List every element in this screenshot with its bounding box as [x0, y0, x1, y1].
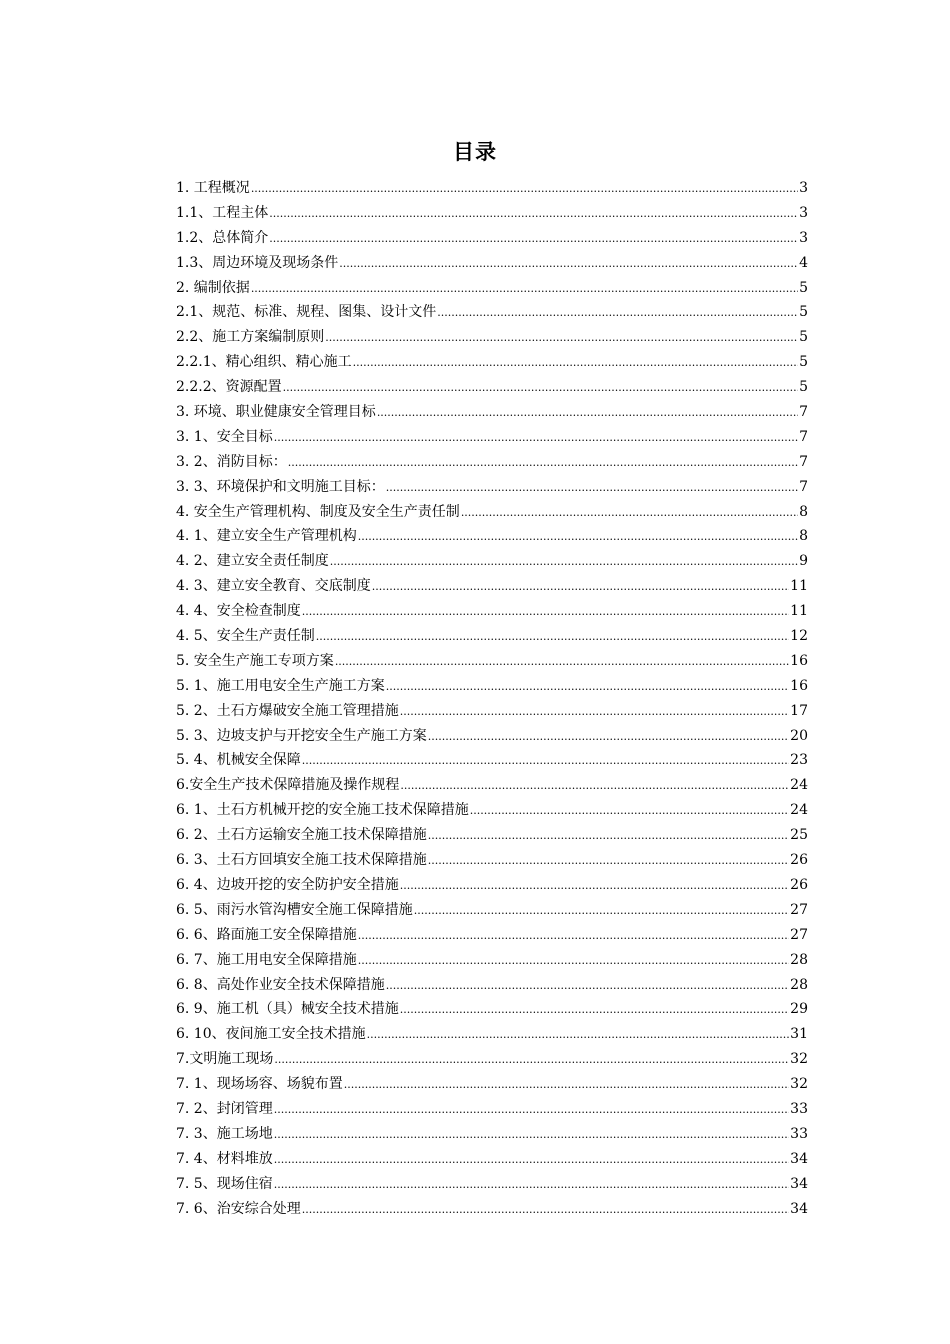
toc-leader-dots: [400, 774, 789, 798]
toc-entry-page-number: 17: [790, 702, 808, 719]
toc-entry[interactable]: [176, 251, 808, 276]
toc-entry-label: 6.安全生产技术保障措施及操作规程: [176, 777, 400, 794]
toc-entry[interactable]: [176, 748, 808, 773]
toc-entry-page-number: 9: [799, 553, 808, 570]
toc-leader-dots: [400, 998, 789, 1022]
toc-leader-dots: [302, 749, 789, 773]
toc-entry-page-number: 3: [799, 204, 808, 221]
toc-leader-dots: [400, 700, 789, 724]
toc-entry-label: 3. 2、消防目标：: [176, 453, 287, 470]
toc-entry[interactable]: [176, 823, 808, 848]
toc-entry[interactable]: [176, 450, 808, 475]
toc-entry-label: 6. 1、土石方机械开挖的安全施工技术保障措施: [176, 802, 469, 819]
toc-leader-dots: [274, 426, 798, 450]
toc-entry-label: 2.2.1、精心组织、精心施工: [176, 354, 352, 371]
toc-entry-label: 4. 4、安全检查制度: [176, 603, 301, 620]
toc-entry-page-number: 11: [790, 603, 808, 620]
toc-entry-page-number: 5: [799, 354, 808, 371]
toc-entry-label: 2.1、规范、标准、规程、图集、设计文件: [176, 304, 437, 321]
toc-leader-dots: [251, 177, 798, 201]
toc-entry[interactable]: [176, 549, 808, 574]
toc-leader-dots: [288, 451, 798, 475]
toc-entry[interactable]: [176, 1072, 808, 1097]
toc-leader-dots: [358, 525, 798, 549]
toc-title: 目录: [453, 140, 497, 164]
toc-leader-dots: [470, 799, 789, 823]
toc-leader-dots: [367, 1023, 790, 1047]
toc-entry[interactable]: [176, 1047, 808, 1072]
toc-entry-page-number: 7: [799, 478, 808, 495]
toc-entry[interactable]: [176, 475, 808, 500]
toc-entry[interactable]: [176, 848, 808, 873]
toc-leader-dots: [386, 974, 789, 998]
toc-entry[interactable]: [176, 375, 808, 400]
toc-entry-page-number: 27: [790, 926, 808, 943]
toc-entry-label: 2. 编制依据: [176, 279, 250, 296]
toc-entry-page-number: 5: [799, 279, 808, 296]
toc-entry-page-number: 24: [790, 777, 808, 794]
toc-entry-page-number: 34: [790, 1175, 808, 1192]
toc-entry-page-number: 23: [790, 752, 808, 769]
toc-entry-label: 4. 2、建立安全责任制度: [176, 553, 329, 570]
toc-entry-label: 2.2、施工方案编制原则: [176, 329, 325, 346]
toc-entry-label: 7. 3、施工场地: [176, 1125, 273, 1142]
toc-leader-dots: [428, 824, 789, 848]
toc-entry-label: 4. 安全生产管理机构、制度及安全生产责任制: [176, 503, 460, 520]
toc-entry-page-number: 16: [790, 677, 808, 694]
toc-entry[interactable]: [176, 699, 808, 724]
toc-entry[interactable]: [176, 973, 808, 998]
toc-entry-page-number: 33: [790, 1100, 808, 1117]
toc-entry-label: 1.2、总体简介: [176, 229, 269, 246]
toc-entry-label: 6. 7、施工用电安全保障措施: [176, 951, 357, 968]
toc-leader-dots: [437, 301, 798, 325]
toc-entry-label: 7.文明施工现场: [176, 1051, 274, 1068]
toc-entry[interactable]: [176, 898, 808, 923]
toc-entry[interactable]: [176, 325, 808, 350]
toc-entry[interactable]: [176, 923, 808, 948]
toc-entry-label: 6. 4、边坡开挖的安全防护安全措施: [176, 876, 399, 893]
toc-entry-page-number: 8: [799, 528, 808, 545]
toc-leader-dots: [274, 1098, 789, 1122]
toc-entry-page-number: 26: [790, 852, 808, 869]
toc-entry-page-number: 3: [799, 229, 808, 246]
toc-entry-page-number: 31: [790, 1026, 808, 1043]
toc-leader-dots: [428, 725, 789, 749]
toc-entry-label: 1.3、周边环境及现场条件: [176, 254, 339, 271]
toc-entry[interactable]: [176, 201, 808, 226]
toc-entry-page-number: 28: [790, 976, 808, 993]
toc-entry[interactable]: [176, 599, 808, 624]
toc-entry-label: 6. 3、土石方回填安全施工技术保障措施: [176, 852, 427, 869]
toc-entry-page-number: 4: [799, 254, 808, 271]
toc-leader-dots: [274, 1173, 789, 1197]
toc-entry-page-number: 32: [790, 1051, 808, 1068]
toc-entry[interactable]: [176, 1097, 808, 1122]
toc-entry-page-number: 34: [790, 1200, 808, 1217]
toc-entry[interactable]: [176, 873, 808, 898]
toc-entry[interactable]: [176, 226, 808, 251]
toc-leader-dots: [274, 1123, 789, 1147]
toc-entry[interactable]: [176, 574, 808, 599]
toc-entry-label: 7. 1、现场场容、场貌布置: [176, 1076, 343, 1093]
toc-leader-dots: [372, 575, 789, 599]
toc-entry-label: 3. 3、环境保护和文明施工目标：: [176, 478, 385, 495]
toc-leader-dots: [330, 550, 798, 574]
toc-leader-dots: [358, 924, 789, 948]
toc-entry-page-number: 12: [790, 628, 808, 645]
toc-leader-dots: [269, 227, 798, 251]
toc-entry-page-number: 33: [790, 1125, 808, 1142]
toc-entry-label: 7. 5、现场住宿: [176, 1175, 273, 1192]
toc-entry[interactable]: [176, 1147, 808, 1172]
toc-entry-page-number: 29: [790, 1001, 808, 1018]
toc-entry-page-number: 5: [799, 304, 808, 321]
toc-entry[interactable]: [176, 1022, 808, 1047]
toc-entry[interactable]: [176, 649, 808, 674]
toc-entry-page-number: 32: [790, 1076, 808, 1093]
toc-entry-label: 6. 8、高处作业安全技术保障措施: [176, 976, 385, 993]
toc-entry-page-number: 5: [799, 329, 808, 346]
toc-entry-label: 4. 5、安全生产责任制: [176, 628, 315, 645]
toc-entry-label: 2.2.2、资源配置: [176, 379, 282, 396]
toc-entry-page-number: 25: [790, 827, 808, 844]
toc-leader-dots: [414, 899, 789, 923]
toc-entry[interactable]: [176, 425, 808, 450]
toc-entry[interactable]: [176, 350, 808, 375]
toc-leader-dots: [358, 949, 789, 973]
toc-entry-label: 6. 10、夜间施工安全技术措施: [176, 1026, 366, 1043]
toc-entry-label: 1.1、工程主体: [176, 204, 269, 221]
toc-leader-dots: [400, 874, 789, 898]
toc-entry[interactable]: [176, 276, 808, 301]
toc-entry-label: 6. 2、土石方运输安全施工技术保障措施: [176, 827, 427, 844]
toc-leader-dots: [344, 1073, 789, 1097]
toc-entry[interactable]: [176, 674, 808, 699]
toc-leader-dots: [335, 650, 789, 674]
toc-entry[interactable]: [176, 500, 808, 525]
toc-entry-page-number: 34: [790, 1150, 808, 1167]
toc-entry-page-number: 16: [790, 652, 808, 669]
toc-entry-label: 6. 6、路面施工安全保障措施: [176, 926, 357, 943]
toc-entry-page-number: 26: [790, 876, 808, 893]
toc-leader-dots: [316, 625, 789, 649]
toc-entry-page-number: 7: [799, 453, 808, 470]
toc-entry[interactable]: [176, 400, 808, 425]
toc-entry[interactable]: [176, 997, 808, 1022]
toc-entry-page-number: 7: [799, 404, 808, 421]
toc-entry-page-number: 28: [790, 951, 808, 968]
toc-entry[interactable]: [176, 1172, 808, 1197]
toc-entry-label: 3. 环境、职业健康安全管理目标: [176, 404, 376, 421]
toc-entry[interactable]: [176, 1122, 808, 1147]
toc-entry[interactable]: [176, 1197, 808, 1222]
toc-leader-dots: [274, 1148, 789, 1172]
toc-entry[interactable]: [176, 798, 808, 823]
toc-entry-page-number: 27: [790, 901, 808, 918]
toc-entry-page-number: 24: [790, 802, 808, 819]
toc-leader-dots: [274, 1048, 789, 1072]
toc-entry[interactable]: [176, 524, 808, 549]
toc-entry-label: 4. 3、建立安全教育、交底制度: [176, 578, 371, 595]
toc-entry-label: 5. 3、边坡支护与开挖安全生产施工方案: [176, 727, 427, 744]
toc-leader-dots: [302, 600, 789, 624]
toc-entry-label: 3. 1、安全目标: [176, 428, 273, 445]
toc-entry[interactable]: [176, 624, 808, 649]
toc-entry-label: 1. 工程概况: [176, 180, 250, 196]
toc-entry[interactable]: [176, 724, 808, 749]
toc-list: [176, 176, 808, 1221]
toc-entry-label: 7. 2、封闭管理: [176, 1100, 273, 1117]
toc-leader-dots: [251, 277, 798, 301]
toc-leader-dots: [269, 202, 798, 226]
toc-entry[interactable]: [176, 300, 808, 325]
toc-entry-label: 7. 4、材料堆放: [176, 1150, 273, 1167]
toc-leader-dots: [377, 401, 798, 425]
toc-leader-dots: [302, 1198, 789, 1222]
toc-leader-dots: [339, 252, 798, 276]
toc-entry-page-number: 3: [799, 180, 808, 196]
toc-entry-label: 6. 5、雨污水管沟槽安全施工保障措施: [176, 901, 413, 918]
toc-entry-label: 7. 6、治安综合处理: [176, 1200, 301, 1217]
toc-entry-label: 5. 1、施工用电安全生产施工方案: [176, 677, 385, 694]
toc-entry-page-number: 5: [799, 379, 808, 396]
toc-entry-label: 5. 4、机械安全保障: [176, 752, 301, 769]
toc-entry[interactable]: [176, 948, 808, 973]
toc-leader-dots: [325, 326, 798, 350]
toc-leader-dots: [386, 675, 789, 699]
toc-leader-dots: [461, 501, 798, 525]
toc-entry-label: 4. 1、建立安全生产管理机构: [176, 528, 357, 545]
toc-entry[interactable]: [176, 176, 808, 201]
toc-entry[interactable]: [176, 773, 808, 798]
toc-entry-page-number: 8: [799, 503, 808, 520]
toc-leader-dots: [428, 849, 789, 873]
toc-entry-label: 6. 9、施工机（具）械安全技术措施: [176, 1001, 399, 1018]
toc-leader-dots: [353, 351, 798, 375]
toc-leader-dots: [283, 376, 798, 400]
toc-leader-dots: [386, 476, 798, 500]
toc-entry-page-number: 20: [790, 727, 808, 744]
toc-entry-page-number: 7: [799, 428, 808, 445]
toc-entry-label: 5. 安全生产施工专项方案: [176, 652, 334, 669]
toc-entry-page-number: 11: [790, 578, 808, 595]
toc-entry-label: 5. 2、土石方爆破安全施工管理措施: [176, 702, 399, 719]
